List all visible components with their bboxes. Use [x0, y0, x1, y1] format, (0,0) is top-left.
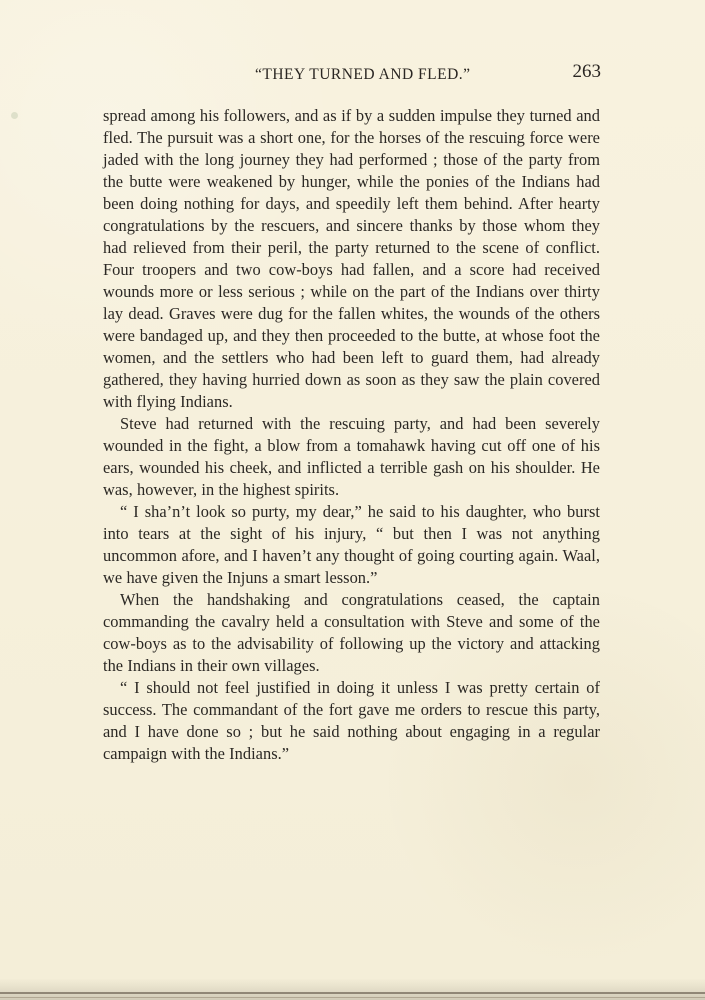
page-stain-icon — [11, 112, 18, 119]
body-text — [103, 105, 600, 765]
paragraph-1: spread among his followers, and as if by a sudden impulse they turned and fled. The pursuit was a short one, for the horses of the rescuing force were jaded with the long journey they had performed ; those of the party from the butte were weakened by hunger, while the ponies of the Indians had been doing nothing for days, and speedily left them behind. After hearty congratulations by the rescuers, and sincere thanks by those whom they had relieved from their peril, the party returned to the scene of conflict. Four troopers and two cow-boys had fallen, and a score had received wounds more or less serious ; while on the part of the Indians over thirty lay dead. Graves were dug for the fallen whites, the wounds of the others were bandaged up, and they then proceeded to the butte, at whose foot the women, and the settlers who had been left to guard them, had already gathered, they having hurried down as soon as they saw the plain covered with flying Indians. — [103, 106, 600, 411]
paragraph-3: “ I sha’n’t look so purty, my dear,” he said to his daughter, who burst into tears at the sight of his injury, “ but then I was not anything uncommon afore, and I haven’t any thought of going courting again. Waal, we have given the Injuns a smart lesson.” — [103, 502, 600, 587]
page-bottom-line — [0, 992, 705, 994]
running-head: “THEY TURNED AND FLED.” — [255, 66, 471, 83]
page-number: 263 — [572, 61, 601, 82]
paragraph-2: Steve had returned with the rescuing party, and had been severely wounded in the fight, a blow from a tomahawk having cut off one of his ears, wounded his cheek, and inflicted a terrible gash on his shoulder. He was, however, in the highest spirits. — [103, 414, 600, 499]
page-bottom-line-secondary — [0, 997, 705, 998]
paragraph-5: “ I should not feel justified in doing it unless I was pretty certain of success. The commandant of the fort gave me orders to rescue this party, and I have done so ; but he said nothing about engaging in a regular campaign with the Indians.” — [103, 678, 600, 763]
paragraph-4: When the handshaking and congratulations ceased, the captain commanding the cavalry held a consultation with Steve and some of the cow-boys as to the advisability of following up the victory and attacking the Indians in their own villages. — [103, 590, 600, 675]
